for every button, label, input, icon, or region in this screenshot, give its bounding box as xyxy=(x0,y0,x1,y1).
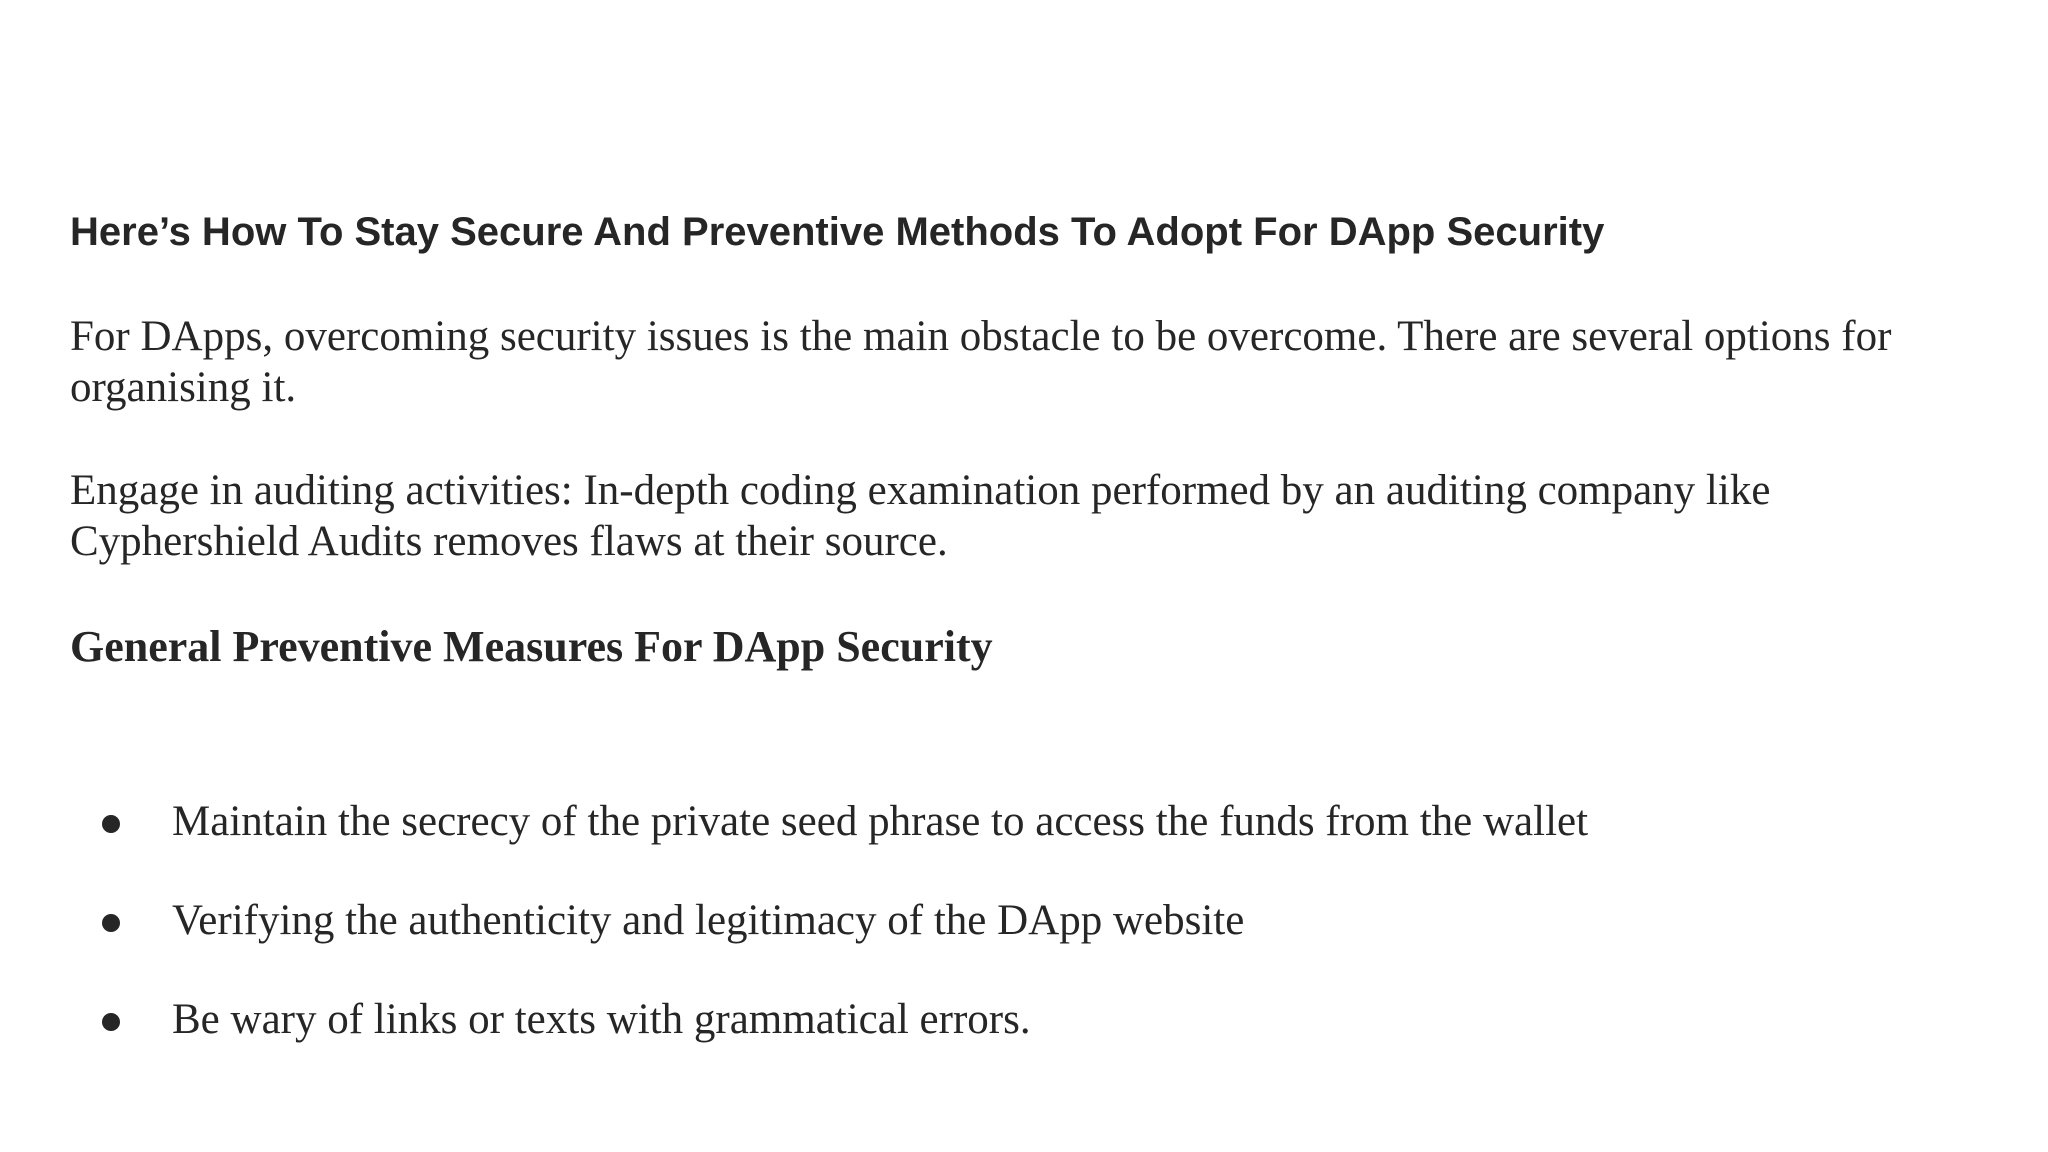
bullet-icon xyxy=(102,914,120,932)
list-item-text: Verifying the authenticity and legitimacy of the DApp website xyxy=(172,897,1245,944)
auditing-paragraph: Engage in auditing activities: In-depth coding examination performed by an auditing company like Cyphershield Audits removes flaws at their source. xyxy=(70,467,1771,565)
bullet-icon xyxy=(102,1013,120,1031)
sub-heading: General Preventive Measures For DApp Security xyxy=(70,622,993,671)
list-item-text: Maintain the secrecy of the private seed phrase to access the funds from the wallet xyxy=(172,798,1589,845)
list-item-text: Be wary of links or texts with grammatical errors. xyxy=(172,996,1031,1043)
main-heading: Here’s How To Stay Secure And Preventive Methods To Adopt For DApp Security xyxy=(70,210,1605,254)
intro-paragraph: For DApps, overcoming security issues is the main obstacle to be overcome. There are several options for organising it. xyxy=(70,313,1892,411)
bullet-icon xyxy=(102,815,120,833)
